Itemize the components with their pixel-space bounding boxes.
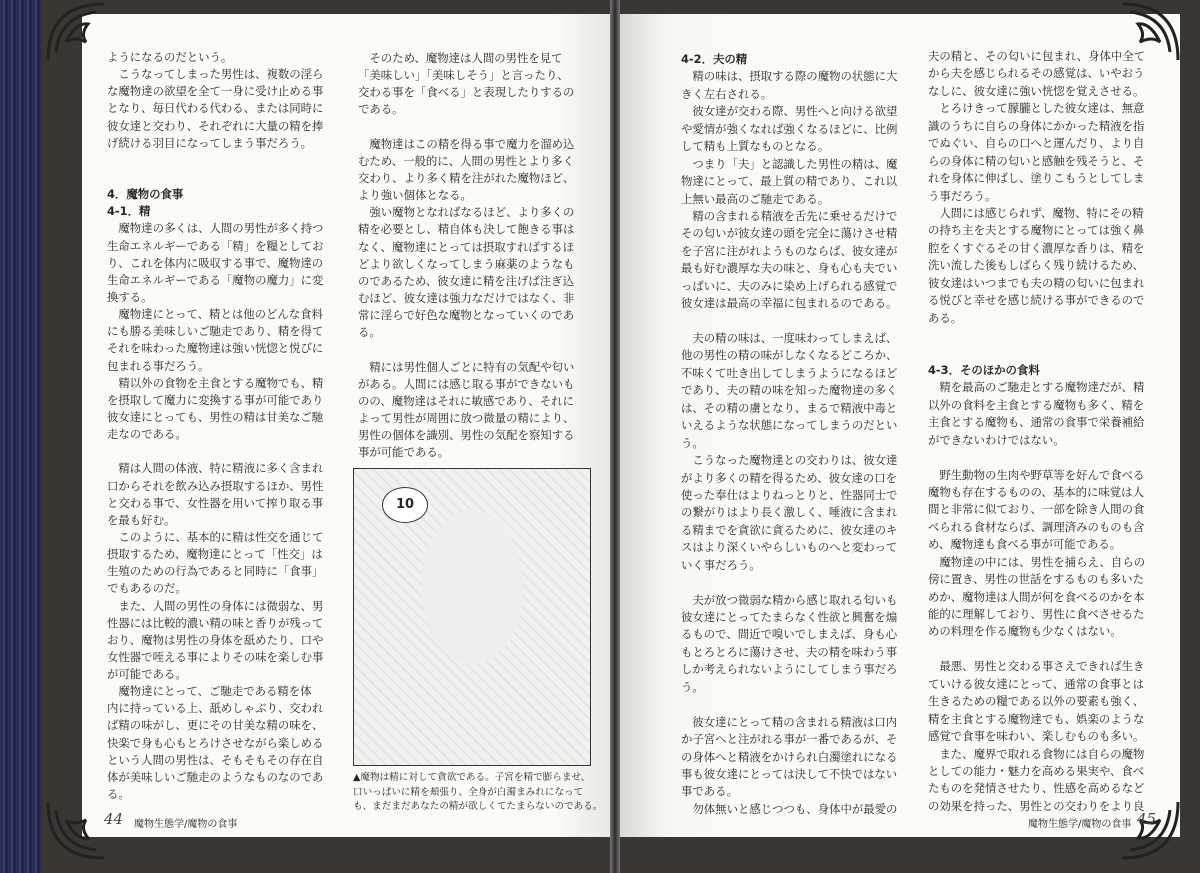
text-line: でもあるのだ。 <box>107 581 187 596</box>
text-line: 常に淫らで好色な魔物となっていくのであ <box>358 308 575 323</box>
text-line: そのため、魔物達は人間の男性を見て <box>358 51 563 65</box>
text-line: にも勝る美味しいご馳走であり、精を得て <box>107 324 324 339</box>
text-line: たものを発情させたり、性感を高めるなど <box>928 781 1145 796</box>
text-line: 彼女達と交わり、それぞれに大量の精を捧 <box>107 118 324 133</box>
text-line: 不味くて吐き出してしまうようになるほど <box>681 365 898 380</box>
text-line: もとろとろに蕩けさせ、夫の精を味わう事 <box>681 644 898 659</box>
text-line: 「美味しい」「美味しそう」と言ったり、 <box>358 68 569 83</box>
text-line: 換する。 <box>107 289 153 304</box>
text-line: ていける彼女達にとって、通常の食事とは <box>928 676 1144 691</box>
text-line: 生命エネルギーである「魔物の魔力」に変 <box>107 272 324 287</box>
text-line: のであるため、彼女達に精を注げば注ぎ込 <box>358 273 574 288</box>
text-line: その匂いが彼女達の頭を完全に蕩けさせ精 <box>681 226 898 241</box>
text-line: う事だろう。 <box>928 188 997 203</box>
text-line: 彼女達にとってたまらなく性欲と興奮を煽 <box>681 610 898 624</box>
text-line: がより多くの精を得るため、彼女達の口を <box>681 470 897 485</box>
text-line: 夫が放つ微弱な精から感じ取れる匂いも <box>681 592 898 607</box>
text-line: を摂取して魔力に変換する事が可能であり <box>107 392 324 407</box>
text-line: 交わり、より多く精を注がれた魔物ほど、 <box>358 170 575 185</box>
text-line: を最も好む。 <box>107 512 176 527</box>
text-line: むため、一般的に、人間の男性とより多く <box>358 153 574 168</box>
text-line: 精の味は、摂取する際の魔物の状態に大 <box>681 69 898 84</box>
text-line: 精以外の食物を主食とする魔物でも、精 <box>107 375 324 390</box>
blank-line <box>681 313 897 330</box>
text-line: ができないわけではない。 <box>928 432 1065 447</box>
text-line: 感覚で食事を味わい、楽しむものも多い。 <box>928 729 1145 744</box>
text-line: つまり「夫」と認識した男性の精は、魔 <box>681 156 898 171</box>
text-line: より強い個体となる。 <box>358 188 472 203</box>
text-line: いく事だろう。 <box>681 557 761 572</box>
text-line: 魔物達の中には、男性を捕らえ、自らの <box>928 554 1146 569</box>
section-heading: 4-2．夫の精 <box>681 52 748 66</box>
text-line: 快楽で身も心もとろけさせながら楽しめる <box>107 735 324 750</box>
text-line: いえるような状態になってしまうのだとい <box>681 418 898 433</box>
left-page-border <box>42 14 82 837</box>
text-line: 夫の精の味は、一度味わってしまえば、 <box>681 331 898 345</box>
text-line: がある。人間には感じ取る事ができないも <box>358 376 575 391</box>
text-line: しか考えられないようにしてしまう事だろ <box>681 662 898 677</box>
text-line: スはより深くいやらしいものへと変わって <box>681 540 898 555</box>
blank-line <box>928 344 1145 361</box>
text-line: 男性の個体を識別、男性の気配を察知する <box>358 428 575 443</box>
running-footer-left: 魔物生態学/魔物の食事 <box>134 819 238 830</box>
text-line: 洗い流した後もしばらく残り続けるため、 <box>928 258 1144 273</box>
text-line: また、人間の男性の身体には微弱な、男 <box>107 598 324 613</box>
text-line: めの料理を作る魔物も少なくはない。 <box>928 624 1122 639</box>
text-line: の持ち主を夫とする魔物にとっては強く鼻 <box>928 223 1145 238</box>
right-page-border <box>1180 0 1200 873</box>
text-line: 走なのである。 <box>107 427 187 442</box>
text-line: 口からそれを飲み込み摂取するほか、男性 <box>107 478 324 493</box>
text-line: 魔物達にとって、ご馳走である精を体 <box>107 684 312 699</box>
text-line: 最も好む濃厚な夫の味と、身も心も夫でい <box>681 261 898 276</box>
right-column-2 <box>928 48 1145 815</box>
text-line: こうなってしまった男性は、複数の淫ら <box>107 67 324 82</box>
text-line: して精も上質なものとなる。 <box>681 139 830 154</box>
right-column-1 <box>681 51 897 818</box>
book-gutter <box>610 0 620 873</box>
text-line: 内に持っている上、舐めしゃぶり、交われ <box>107 701 324 716</box>
text-line: な魔物達の欲望を全て一身に受け止める事 <box>107 84 324 99</box>
text-line: 勿体無いと感じつつも、身体中が最愛の <box>681 801 898 816</box>
text-line: め、魔物達も食べる事が可能である。 <box>928 537 1122 552</box>
section-heading: 4．魔物の食事 <box>107 187 184 202</box>
text-line: 女性器で咥える事によりその味を楽しむ事 <box>107 649 324 664</box>
blank-line <box>358 119 574 136</box>
text-line: また、魔界で取れる食物には自らの魔物 <box>928 746 1145 761</box>
text-line: っぱいに、夫のみに染め上げられる感覚で <box>681 278 898 293</box>
text-line: 彼女達にとって精の含まれる精液は口内 <box>681 714 898 729</box>
text-line: るもので、間近で嗅いでしまえば、身も心 <box>681 627 898 642</box>
text-line: 傍に置き、男性の世話をするものも多いた <box>928 572 1144 587</box>
illustration-caption <box>353 771 603 815</box>
text-line: れを身体に伸ばし、塗りこもうとしてしま <box>928 171 1145 186</box>
blank-line <box>681 696 897 713</box>
blank-line <box>107 443 323 460</box>
text-line: う。 <box>681 435 704 450</box>
text-line: 以外の食料を主食とする魔物も多く、精を <box>928 397 1145 412</box>
text-line: とろけきって朦朧とした彼女達は、無意 <box>928 101 1145 116</box>
text-line: る。 <box>107 787 130 802</box>
text-line: どより欲しくなってしまう麻薬のようなも <box>358 256 575 271</box>
text-line: であり、夫の精の味を知った魔物達の多く <box>681 383 898 398</box>
text-line: 上無い最高のご馳走である。 <box>681 191 830 206</box>
text-line: 魔物達の多くは、人間の男性が多く持つ <box>107 221 324 236</box>
illustration-speech-bubble: 10 <box>382 487 428 523</box>
caption-line: も、まだまだあなたの精が欲しくてたまらないのである。 <box>353 801 603 812</box>
text-line: 性器には比較的濃い精の味と香りが残って <box>107 615 324 630</box>
text-line: 事も彼女達にとっては決して不快ではない <box>681 766 898 781</box>
text-line: は、その精の虜となり、まるで精液中毒と <box>681 400 898 415</box>
text-line: という人間の男性は、そもそもその存在自 <box>107 752 324 767</box>
text-line: 魔物も存在するものの、基本的に味覚は人 <box>928 484 1144 499</box>
text-line: 体が美味しいご馳走のようなものなのであ <box>107 769 324 784</box>
text-line: こうなった魔物達との交わりは、彼女達 <box>681 453 898 468</box>
text-line: と交わる事で、女性器を用いて搾り取る事 <box>107 495 324 510</box>
text-line: ようになるのだという。 <box>107 50 233 64</box>
text-line: 精の含まれる精液を舌先に乗せるだけで <box>681 208 898 223</box>
running-footer-right: 魔物生態学/魔物の食事 <box>1028 819 1132 830</box>
text-line: 事が可能である。 <box>358 445 450 460</box>
left-column-2 <box>358 50 574 461</box>
text-line: 精は人間の体液、特に精液に多く含まれ <box>107 461 324 476</box>
page-number-right: 45 <box>1137 810 1157 828</box>
text-line: 彼女達にとっても、男性の精は甘美なご馳 <box>107 409 324 424</box>
text-line: 精には男性個人ごとに特有の気配や匂い <box>358 359 575 374</box>
text-line: べられる食材ならば、調理済みのものも含 <box>928 519 1145 534</box>
text-line: や愛情が強くなれば強くなるほどに、比例 <box>681 121 898 136</box>
text-line: ある。 <box>928 310 963 325</box>
blank-line <box>928 641 1145 658</box>
blank-line <box>107 152 323 169</box>
text-line: なく、魔物達にとっては摂取すればするほ <box>358 239 574 254</box>
text-line: 強い魔物となればなるほど、より多くの <box>358 205 575 220</box>
text-line: らの身体に精の匂いと感触を残そうと、そ <box>928 153 1145 168</box>
text-line: を子宮に注がれようものならば、彼女達が <box>681 243 898 258</box>
text-line: る。 <box>358 325 381 340</box>
blank-line <box>107 169 323 186</box>
text-line: げ続ける羽目になってしまう事だろう。 <box>107 135 313 150</box>
text-line: 彼女達はいつまでも夫の精の匂いに包まれ <box>928 275 1145 290</box>
text-line: なしに、彼女達に強い恍惚を覚えさせる。 <box>928 83 1145 98</box>
book-page-edges <box>0 0 42 873</box>
text-line: 事である。 <box>681 784 738 799</box>
text-line: このように、基本的に精は性交を通じて <box>107 529 324 544</box>
text-line: る悦びと幸せを感じ続ける事ができるので <box>928 293 1145 308</box>
text-line: 夫の精と、その匂いに包まれ、身体中全て <box>928 49 1146 63</box>
text-line: ば精の味がし、更にその甘美な精の味を、 <box>107 718 324 733</box>
text-line: 生きるための糧である以外の要素も強く、 <box>928 694 1145 709</box>
left-column-1 <box>107 49 323 803</box>
text-line: となり、毎日代わる代わる、または同時に <box>107 101 324 116</box>
text-line: 精を必要とし、精自体も決して飽きる事は <box>358 222 575 237</box>
text-line: 摂取するため、魔物達にとって「性交」は <box>107 547 323 562</box>
caption-line: 口いっぱいに精を頬張り、全身が白濁まみれになって <box>353 786 584 798</box>
text-line: 主食とする魔物も、通常の食事で栄養補給 <box>928 415 1145 430</box>
text-line: おり、魔物は男性の身体を舐めたり、口や <box>107 632 324 647</box>
text-line: 魔物達にとって、精とは他のどんな食料 <box>107 307 323 322</box>
text-line: である。 <box>358 102 404 117</box>
text-line: それを味わった魔物達は強い恍惚と悦びに <box>107 341 324 356</box>
text-line: のの、魔物達はそれに敏感であり、それに <box>358 393 574 408</box>
section-heading: 4-1．精 <box>107 204 151 219</box>
blank-line <box>928 449 1145 466</box>
text-line: としての能力・魅力を高める果実や、食べ <box>928 763 1145 778</box>
text-line: の効果を持った、男性との交わりをより良 <box>928 798 1145 813</box>
text-line: か子宮へと注がれる事が一番であるが、そ <box>681 732 898 747</box>
text-line: り、これを体内に吸収する事で、魔物達の <box>107 255 324 270</box>
text-line: 能的に理解しており、男性に食べさせるた <box>928 607 1145 621</box>
illustration <box>353 468 591 766</box>
text-line: めか、魔物達は人間が何を食べるのかを本 <box>928 589 1145 604</box>
blank-line <box>681 574 897 591</box>
text-line: 包まれる事だろう。 <box>107 358 210 373</box>
corner-ornament-icon <box>46 800 106 860</box>
section-heading: 4-3．そのほかの食料 <box>928 362 1040 377</box>
blank-line <box>358 341 574 358</box>
text-line: 精を主食とする魔物達でも、娯楽のような <box>928 711 1145 726</box>
text-line: 彼女達が交わる際、男性へと向ける欲望 <box>681 104 898 119</box>
text-line: の繋がりはより長く激しく、唾液に含まれ <box>681 505 898 520</box>
text-line: 他の男性の精の味がしなくなるどころか、 <box>681 348 898 363</box>
text-line: から夫を感じられるその感覚は、いやおう <box>928 66 1145 81</box>
text-line: 生殖のための行為であると同時に「食事」 <box>107 564 324 579</box>
blank-line <box>928 327 1145 344</box>
caption-line: ▲魔物は精に対して貪欲である。子宮を精で膨らませ、 <box>353 772 591 783</box>
text-line: 交わる事を「食べる」と表現したりするの <box>358 85 575 100</box>
text-line: むほど、彼女達は強力なだけではなく、非 <box>358 290 575 305</box>
text-line: る精までを貪欲に貪るために、彼女達のキ <box>681 522 898 537</box>
corner-ornament-icon <box>46 2 106 62</box>
text-line: う。 <box>681 679 704 694</box>
text-line: 使った奉仕はよりねっとりと、性器同士で <box>681 487 898 502</box>
text-line: 最悪、男性と交わる事さえできれば生き <box>928 659 1145 674</box>
text-line: 識のうちに自らの身体にかかった精液を指 <box>928 118 1145 133</box>
text-line: 魔物達はこの精を得る事で魔力を溜め込 <box>358 136 575 151</box>
text-line: よって男性が周囲に放つ微量の精により、 <box>358 410 575 425</box>
text-line: 精を最高のご馳走とする魔物達だが、精 <box>928 380 1145 395</box>
text-line: 人間には感じられず、魔物、特にその精 <box>928 205 1144 220</box>
text-line: 腔をくすぐるその甘く濃厚な香りは、精を <box>928 240 1145 255</box>
text-line: 彼女達は最高の幸福に包まれるのである。 <box>681 296 898 311</box>
text-line: 間と非常に似ており、一部を除き人間の食 <box>928 502 1145 517</box>
text-line: が可能である。 <box>107 667 187 682</box>
text-line: 物達にとって、最上質の精であり、これ以 <box>681 174 897 189</box>
text-line: でぬぐい、自らの口へと運んだり、より自 <box>928 136 1145 151</box>
text-line: 野生動物の生肉や野草等を好んで食べる <box>928 467 1145 482</box>
page-number-left: 44 <box>104 810 124 828</box>
text-line: の身体へと精液をかけられ白濁塗れになる <box>681 749 898 764</box>
text-line: きく左右される。 <box>681 86 773 101</box>
text-line: 生命エネルギーである「精」を糧としてお <box>107 238 324 253</box>
